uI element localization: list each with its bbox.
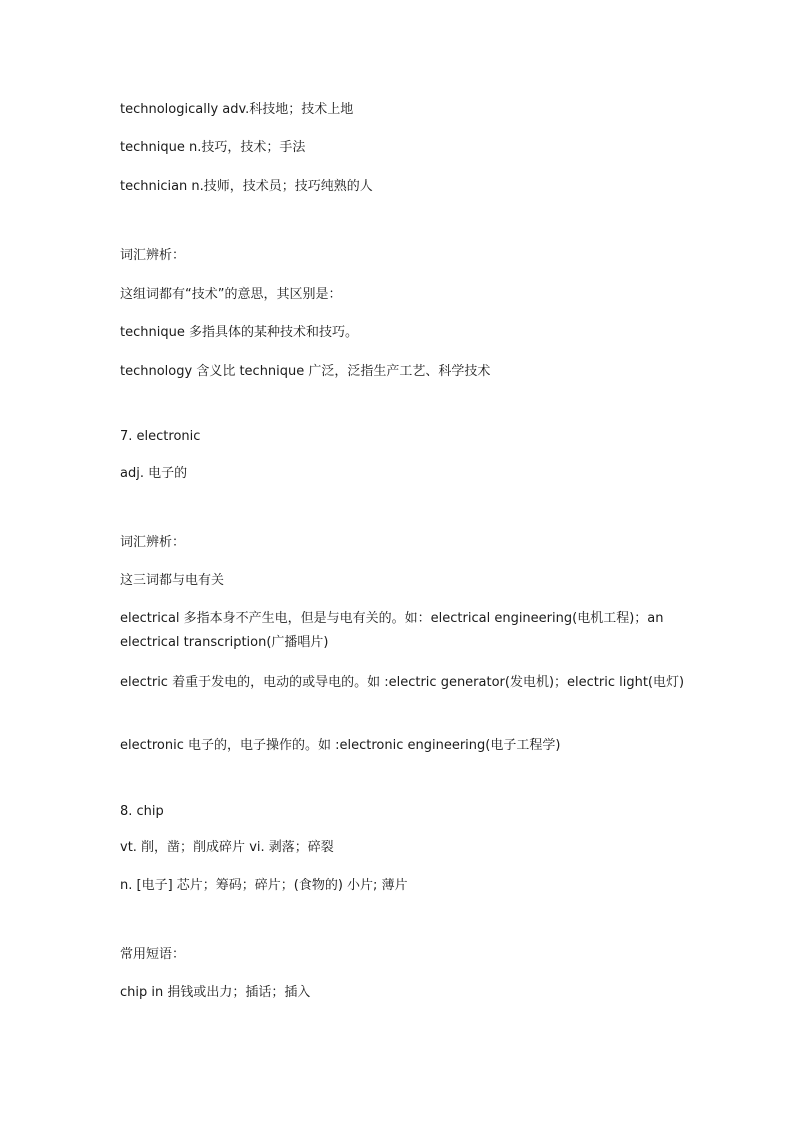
section-heading-vocab-analysis: 词汇辨析： — [120, 248, 186, 263]
analysis-electrical: electrical 多指本身不产生电，但是与电有关的。如：electrical engineering(电机工程)；an electrical transcription(广播唱片) — [120, 611, 664, 650]
word-heading-electronic: 7. electronic — [120, 429, 201, 444]
analysis-technique: technique 多指具体的某种技术和技巧。 — [120, 325, 358, 340]
entry-technologically: technologically adv.科技地；技术上地 — [120, 102, 354, 117]
definition-electronic: adj. 电子的 — [120, 466, 188, 481]
analysis-electronic: electronic 电子的，电子操作的。如 :electronic engineering(电子工程学) — [120, 738, 561, 753]
section-heading-vocab-analysis-2: 词汇辨析： — [120, 535, 186, 550]
definition-chip-verb: vt. 削，凿；削成碎片 vi. 剥落；碎裂 — [120, 840, 334, 855]
analysis-technology: technology 含义比 technique 广泛，泛指生产工艺、科学技术 — [120, 364, 491, 379]
analysis-electric: electric 着重于发电的，电动的或导电的。如 :electric generator(发电机)；electric light(电灯) — [120, 675, 685, 690]
analysis-intro: 这组词都有“技术”的意思，其区别是： — [120, 287, 342, 302]
section-heading-phrases: 常用短语： — [120, 947, 186, 962]
phrase-chip-in: chip in 捐钱或出力；插话；插入 — [120, 985, 311, 1000]
definition-chip-noun: n. [电子] 芯片；筹码；碎片；(食物的) 小片; 薄片 — [120, 878, 408, 893]
entry-technique: technique n.技巧，技术；手法 — [120, 140, 306, 155]
entry-technician: technician n.技师，技术员；技巧纯熟的人 — [120, 179, 373, 194]
analysis-intro-2: 这三词都与电有关 — [120, 573, 225, 588]
word-heading-chip: 8. chip — [120, 804, 164, 819]
